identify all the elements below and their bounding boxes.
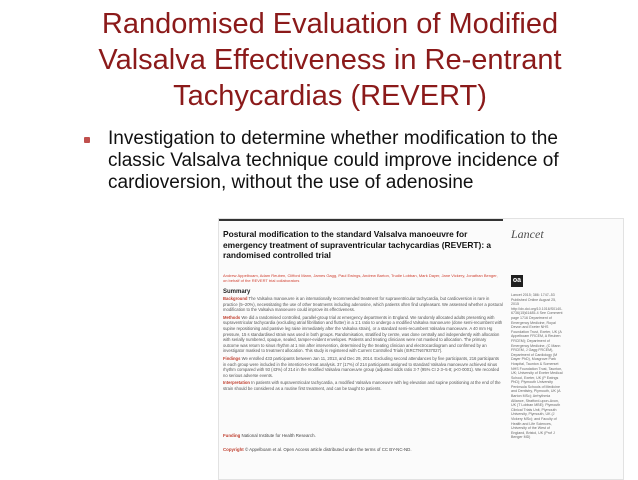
paper-copyright (223, 447, 503, 452)
paper-summary (223, 289, 503, 394)
copyright-text: © Appelboam et al. Open Access article distributed under the terms of CC BY-NC-ND. (244, 447, 412, 452)
section-label: Methods (223, 314, 241, 320)
funding-label: Funding (223, 433, 241, 438)
section-label: Findings (223, 355, 241, 361)
paper-top-rule (219, 219, 503, 221)
copyright-label: Copyright (223, 447, 244, 452)
paper-excerpt-image (218, 218, 624, 480)
paper-sidebar: Lancet 2015; 386: 1747–53 Published Online August 25, 2015 http://dx.doi.org/10.1016/S0140-6736(15)61485-4 See Comment page 1716 Department of Emergency Medicine, Royal Devon and Exeter NHS Foundation Trust, Exeter, UK (A Appelboam FRCEM, A Reuben FRCEM); Department of Emergency Medicine, (C Mann FRCEM, J Gagg FRCEM), Department of Cardiology (M Dayer PhD), Musgrove Park Hospital, Taunton & Somerset NHS Foundation Trust, Taunton, UK; University of Exeter Medical School, Exeter, UK (P Ewings PhD); Plymouth University Peninsula Schools of Medicine and Dentistry, Plymouth, UK (A Barton MSc); Arrhythmia Alliance, Stratford-upon-Avon, UK (T Lobban MBE); Plymouth Clinical Trials Unit, Plymouth University, Plymouth, UK (J Vickery MSc); and Faculty of Health and Life Sciences, University of the West of England, Bristol, UK (Prof J Benger MD) (511, 293, 563, 440)
funding-text: National Institute for Health Research. (241, 433, 316, 438)
paper-section-methods (223, 315, 503, 354)
section-text: In patients with supraventricular tachycardia, a modified Valsalva manoeuvre with leg elevation and supine positioning at the end of the strain should be considered as a routine first treatment, and can be taught to patients. (223, 380, 501, 391)
section-text: We did a randomised controlled, parallel-group trial at emergency departments in England. We randomly allocated adults presenting with supraventricular tachycardia (excluding atrial fibrillation and flutter) in a 1:1 ratio to undergo a modified Valsalva manoeuvre (done semi-recumbent with supine repositioning and passive leg raise immediately after the Valsalva strain), or a standard semi-recumbent Valsalva manoeuvre. A 40 mm Hg pressure, 15 s standardised strain was used in both groups. Randomisation, stratified by centre, was done centrally and independently with allocation with serially numbered, opaque, sealed, tamper-evident envelopes. Patients and treating clinicians were not masked to allocation. The primary outcome was return to sinus rhythm at 1 min after intervention, determined by the treating clinician and electrocardiogram and confirmed by an investigator masked to treatment allocation. This study is registered with Current Controlled Trials (ISRCTN67937027). (223, 314, 503, 354)
paper-section-background (223, 296, 503, 313)
summary-heading: Summary (223, 289, 251, 295)
paper-title: Postural modification to the standard Valsalva manoeuvre for emergency treatment of supraventricular tachycardias (REVERT): a randomised controlled trial (223, 229, 492, 260)
bullet-square-icon (84, 137, 90, 143)
section-text: The Valsalva manoeuvre is an internationally recommended treatment for supraventricular tachycardia, but cardioversion is rare in practice (5–20%), necessitating the use of other treatments including adenosine, which patients often find unpleasant. We assessed whether a postural modification to the Valsalva manoeuvre could improve its effectiveness. (223, 296, 503, 313)
paper-funding (223, 433, 503, 438)
paper-section-findings (223, 356, 503, 378)
section-label: Interpretation (223, 380, 250, 386)
bullet-text: Investigation to determine whether modification to the classic Valsalva technique could improve incidence of cardioversion, without the use of adenosine (108, 128, 559, 193)
section-label: Background (223, 296, 248, 301)
open-access-badge: oa (511, 275, 523, 287)
slide-title: Randomised Evaluation of Modified Valsalva Effectiveness in Re-entrant Tachycardias (REVERT) (98, 8, 562, 112)
paper-authors: Andrew Appelboam, Adam Reuben, Clifford Mann, James Gagg, Paul Ewings, Andrew Barton, Trudie Lobban, Mark Dayer, Jane Vickery, Jonathan Benger, on behalf of the REVERT trial collaborators (223, 273, 498, 283)
paper-section-interpretation (223, 380, 503, 391)
journal-logo: Lancet (511, 227, 544, 241)
section-text: We enrolled 433 participants between Jan 11, 2013, and Dec 29, 2014. Excluding second attendances by five participants, 216 participants in each group were included in the intention-to-treat analysis. 37 (17%) of 214 participants assigned to standard Valsalva manoeuvre achieved sinus rhythm compared with 93 (43%) of 214 in the modified Valsalva manoeuvre group (adjusted odds ratio 3·7 (95% CI 2·3–5·8; p<0·0001). We recorded no serious adverse events. (223, 355, 500, 378)
